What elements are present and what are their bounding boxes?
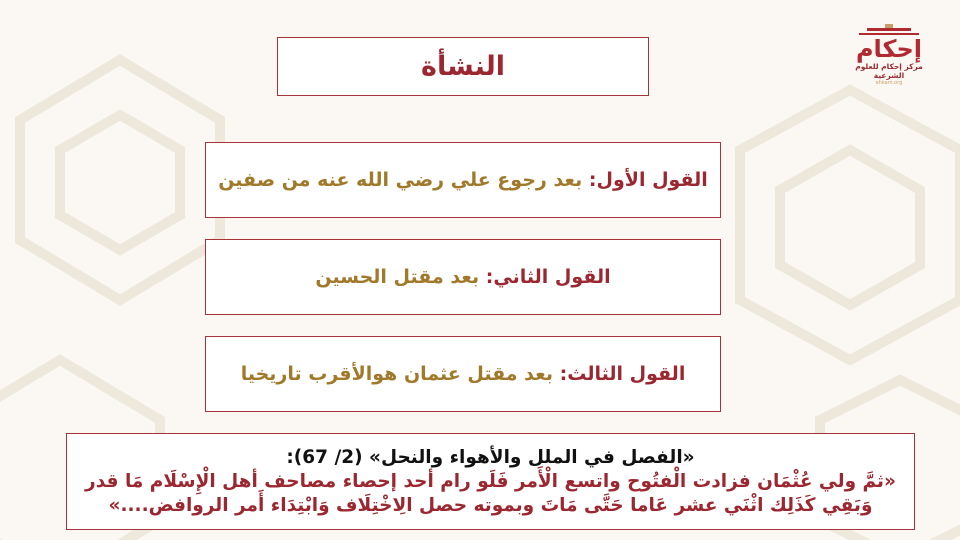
logo-tagline: ehkam.org [875, 80, 903, 86]
quote-line-2: وَبَقِي كَذَلِك اثْنَي عشر عَاما حَتَّى مَاتَ وبموته حصل الِاخْتِلَاف وَابْتِدَاء أَمر الروافض....» [108, 495, 873, 517]
opinion-label: القول الأول: [588, 169, 708, 191]
logo-subtitle: مركز إحكام للعلوم الشرعية [855, 62, 923, 80]
opinion-box-1 [205, 142, 721, 218]
quote-box [66, 433, 915, 530]
opinion-text: بعد مقتل عثمان هوالأقرب تاريخيا [240, 363, 553, 385]
opinion-box-3 [205, 336, 721, 412]
logo [848, 24, 930, 94]
opinion-box-2 [205, 239, 721, 315]
logo-name: إحكام [855, 35, 923, 63]
page-title: النشأة [421, 51, 505, 82]
opinion-label: القول الثاني: [485, 266, 611, 288]
opinion-text: بعد رجوع علي رضي الله عنه من صفين [218, 169, 583, 191]
title-box [277, 37, 649, 96]
opinion-text: بعد مقتل الحسين [315, 266, 480, 288]
quote-line-1: «ثمَّ ولي عُثْمَان فزادت الْفتُوح واتسع الْأَمر فَلَو رام أحد إحصاء مصاحف أهل الْإِسْلَام مَا قدر [85, 470, 896, 492]
quote-source: «الفصل في الملل والأهواء والنحل» (2/ 67): [286, 446, 695, 468]
opinion-label: القول الثالث: [559, 363, 686, 385]
